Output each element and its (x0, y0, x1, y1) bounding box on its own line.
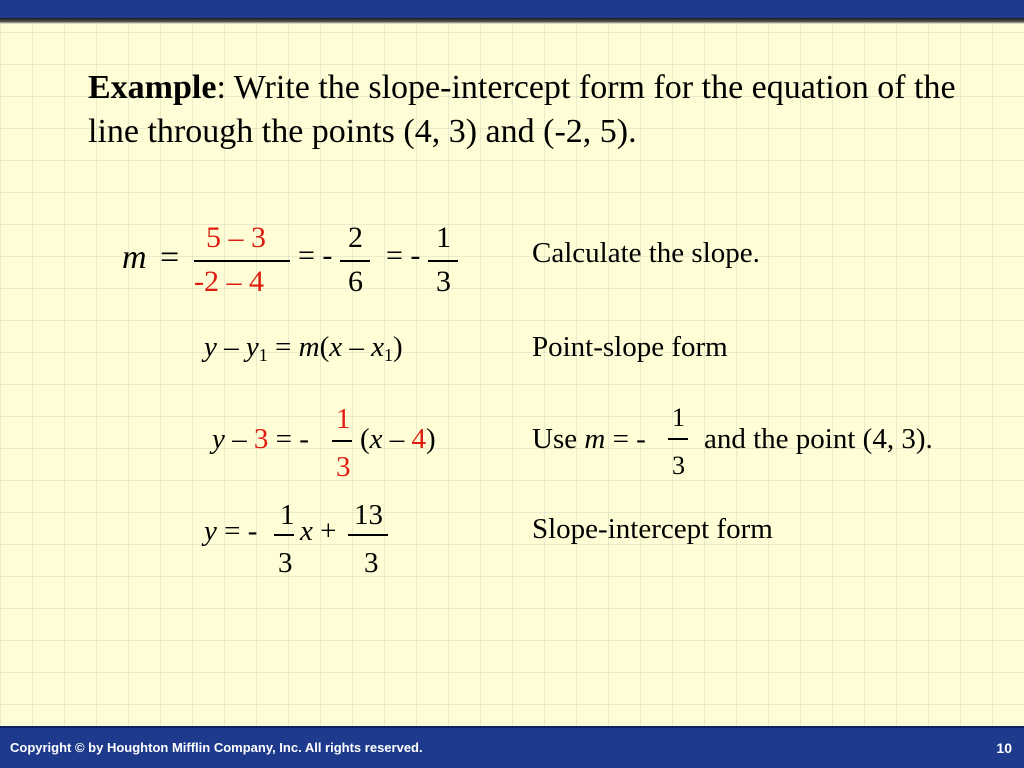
title-bold: Example (88, 69, 217, 106)
slope-fraction-bar-2 (340, 260, 370, 262)
slope-m: m (122, 239, 147, 276)
ps-y: y (204, 331, 217, 363)
title-text: : Write the slope-intercept form for the equation of the line through the points (4, 3) and (-2, 5). (88, 69, 956, 150)
sub-label-post: and the point (4, 3). (704, 423, 933, 455)
ps-eq: = (267, 331, 299, 363)
si-fraction-bar-1 (274, 534, 294, 536)
slope-numerator-2: 2 (348, 221, 363, 254)
si-plus: + (312, 515, 337, 547)
ps-sub-2: 1 (383, 345, 393, 365)
si-numerator-2: 13 (354, 499, 383, 531)
sub-label-numerator: 1 (672, 403, 685, 432)
sub-label-eq: = - (605, 423, 646, 455)
slope-numerator: 5 – 3 (206, 221, 266, 254)
ps-close-paren: ) (392, 331, 403, 363)
slope-denominator: -2 – 4 (194, 265, 264, 298)
ps-m: m (298, 331, 320, 363)
slope-eq3: = - (386, 239, 421, 272)
sub-minus-2: – (382, 423, 412, 455)
slope-fraction-bar-3 (428, 260, 458, 262)
sub-eq: = - (268, 423, 309, 455)
si-x: x (300, 515, 313, 547)
sub-fraction-bar (332, 440, 352, 442)
top-bar-shadow (0, 18, 1024, 24)
slide-title (88, 66, 1008, 154)
ps-minus-1: – (216, 331, 246, 363)
sub-x: x (369, 423, 383, 455)
slope-eq1: = (160, 239, 180, 276)
sub-label-fraction-bar (668, 438, 688, 440)
point-slope-equation (204, 332, 403, 370)
si-denominator-1: 3 (278, 547, 293, 579)
sub-open-paren: ( (360, 423, 370, 455)
sub-close-paren: ) (426, 423, 436, 455)
sub-label-m: m (584, 423, 606, 455)
ps-x1: x (371, 331, 384, 363)
ps-open-paren: ( (319, 331, 330, 363)
slope-numerator-3: 1 (436, 221, 451, 254)
si-fraction-bar-2 (348, 534, 388, 536)
point-slope-label: Point-slope form (532, 331, 728, 363)
sub-left (212, 424, 309, 454)
sub-minus: – (224, 423, 254, 455)
ps-y1: y (245, 331, 259, 363)
sub-right (360, 424, 436, 454)
slope-denominator-2: 6 (348, 265, 363, 298)
copyright-text: Copyright © by Houghton Mifflin Company, Inc. All rights reserved. (10, 740, 423, 755)
sub-label-pre: Use (532, 423, 585, 455)
sub-y: y (212, 423, 225, 455)
slope-eq2: = - (298, 239, 333, 272)
si-middle (300, 516, 336, 546)
sub-denominator: 3 (336, 451, 351, 483)
top-bar (0, 0, 1024, 18)
sub-four: 4 (411, 423, 427, 455)
sub-three: 3 (253, 423, 269, 455)
ps-minus-2: – (342, 331, 372, 363)
si-denominator-2: 3 (364, 547, 379, 579)
sub-label-denominator: 3 (672, 451, 685, 480)
slope-label: Calculate the slope. (532, 237, 760, 269)
ps-sub-1: 1 (258, 345, 268, 365)
slope-denominator-3: 3 (436, 265, 451, 298)
si-y: y (204, 515, 217, 547)
si-numerator-1: 1 (280, 499, 295, 531)
slope-fraction-bar (194, 260, 290, 262)
slope-intercept-label: Slope-intercept form (532, 513, 773, 545)
page-number: 10 (996, 740, 1012, 756)
si-eq: = - (216, 515, 258, 547)
ps-x: x (329, 331, 343, 363)
si-left (204, 516, 257, 546)
sub-label-left (532, 424, 646, 454)
sub-numerator: 1 (336, 403, 351, 435)
